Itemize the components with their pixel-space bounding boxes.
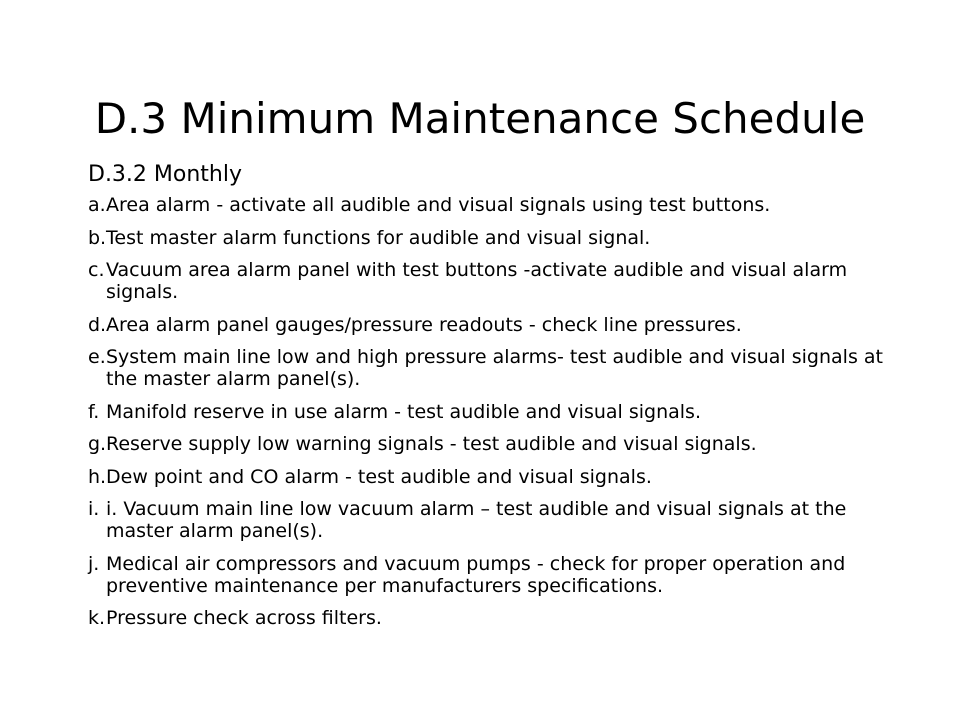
list-item-marker: c. — [88, 259, 105, 281]
list-item-text: Dew point and CO alarm - test audible and visual signals. — [106, 465, 652, 488]
maintenance-list — [88, 194, 908, 629]
list-item-marker: i. — [88, 498, 100, 520]
list-item-text: Pressure check across filters. — [106, 607, 382, 629]
list-item — [88, 401, 908, 423]
list-item — [88, 466, 908, 488]
list-item-text: i. Vacuum main line low vacuum alarm – test audible and visual signals at the master alarm panel(s). — [106, 498, 847, 542]
section-subheading: D.3.2 Monthly — [88, 162, 242, 187]
list-item-text: Area alarm - activate all audible and visual signals using test buttons. — [106, 194, 771, 216]
list-item-marker: g. — [88, 433, 107, 455]
list-item — [88, 194, 908, 216]
list-item-marker: f. — [88, 400, 100, 423]
list-item-text: Vacuum area alarm panel with test buttons -activate audible and visual alarm signals. — [106, 259, 848, 303]
list-item — [88, 227, 908, 249]
list-item-text: Manifold reserve in use alarm - test audible and visual signals. — [106, 400, 701, 423]
list-item-marker: a. — [88, 194, 106, 216]
list-item — [88, 498, 908, 542]
list-item — [88, 346, 908, 390]
list-item-marker: k. — [88, 607, 106, 629]
list-item — [88, 607, 908, 629]
list-item-marker: d. — [88, 313, 107, 336]
list-item-text: Reserve supply low warning signals - test audible and visual signals. — [106, 433, 757, 455]
list-item-text: System main line low and high pressure alarms- test audible and visual signals at the master alarm panel(s). — [106, 346, 883, 390]
list-item-text: Area alarm panel gauges/pressure readouts - check line pressures. — [106, 313, 742, 336]
list-item — [88, 433, 908, 455]
list-item — [88, 314, 908, 336]
list-item — [88, 553, 908, 597]
list-item-text: Medical air compressors and vacuum pumps - check for proper operation and preventive maintenance per manufacturers specifications. — [106, 552, 846, 597]
list-item-marker: b. — [88, 226, 107, 249]
slide-body — [88, 160, 908, 640]
list-item-marker: h. — [88, 465, 107, 488]
list-item-text: Test master alarm functions for audible and visual signal. — [106, 226, 651, 249]
list-item-marker: j. — [88, 552, 100, 575]
list-item — [88, 259, 908, 303]
slide-title: D.3 Minimum Maintenance Schedule — [94, 94, 866, 144]
list-item-marker: e. — [88, 346, 106, 368]
